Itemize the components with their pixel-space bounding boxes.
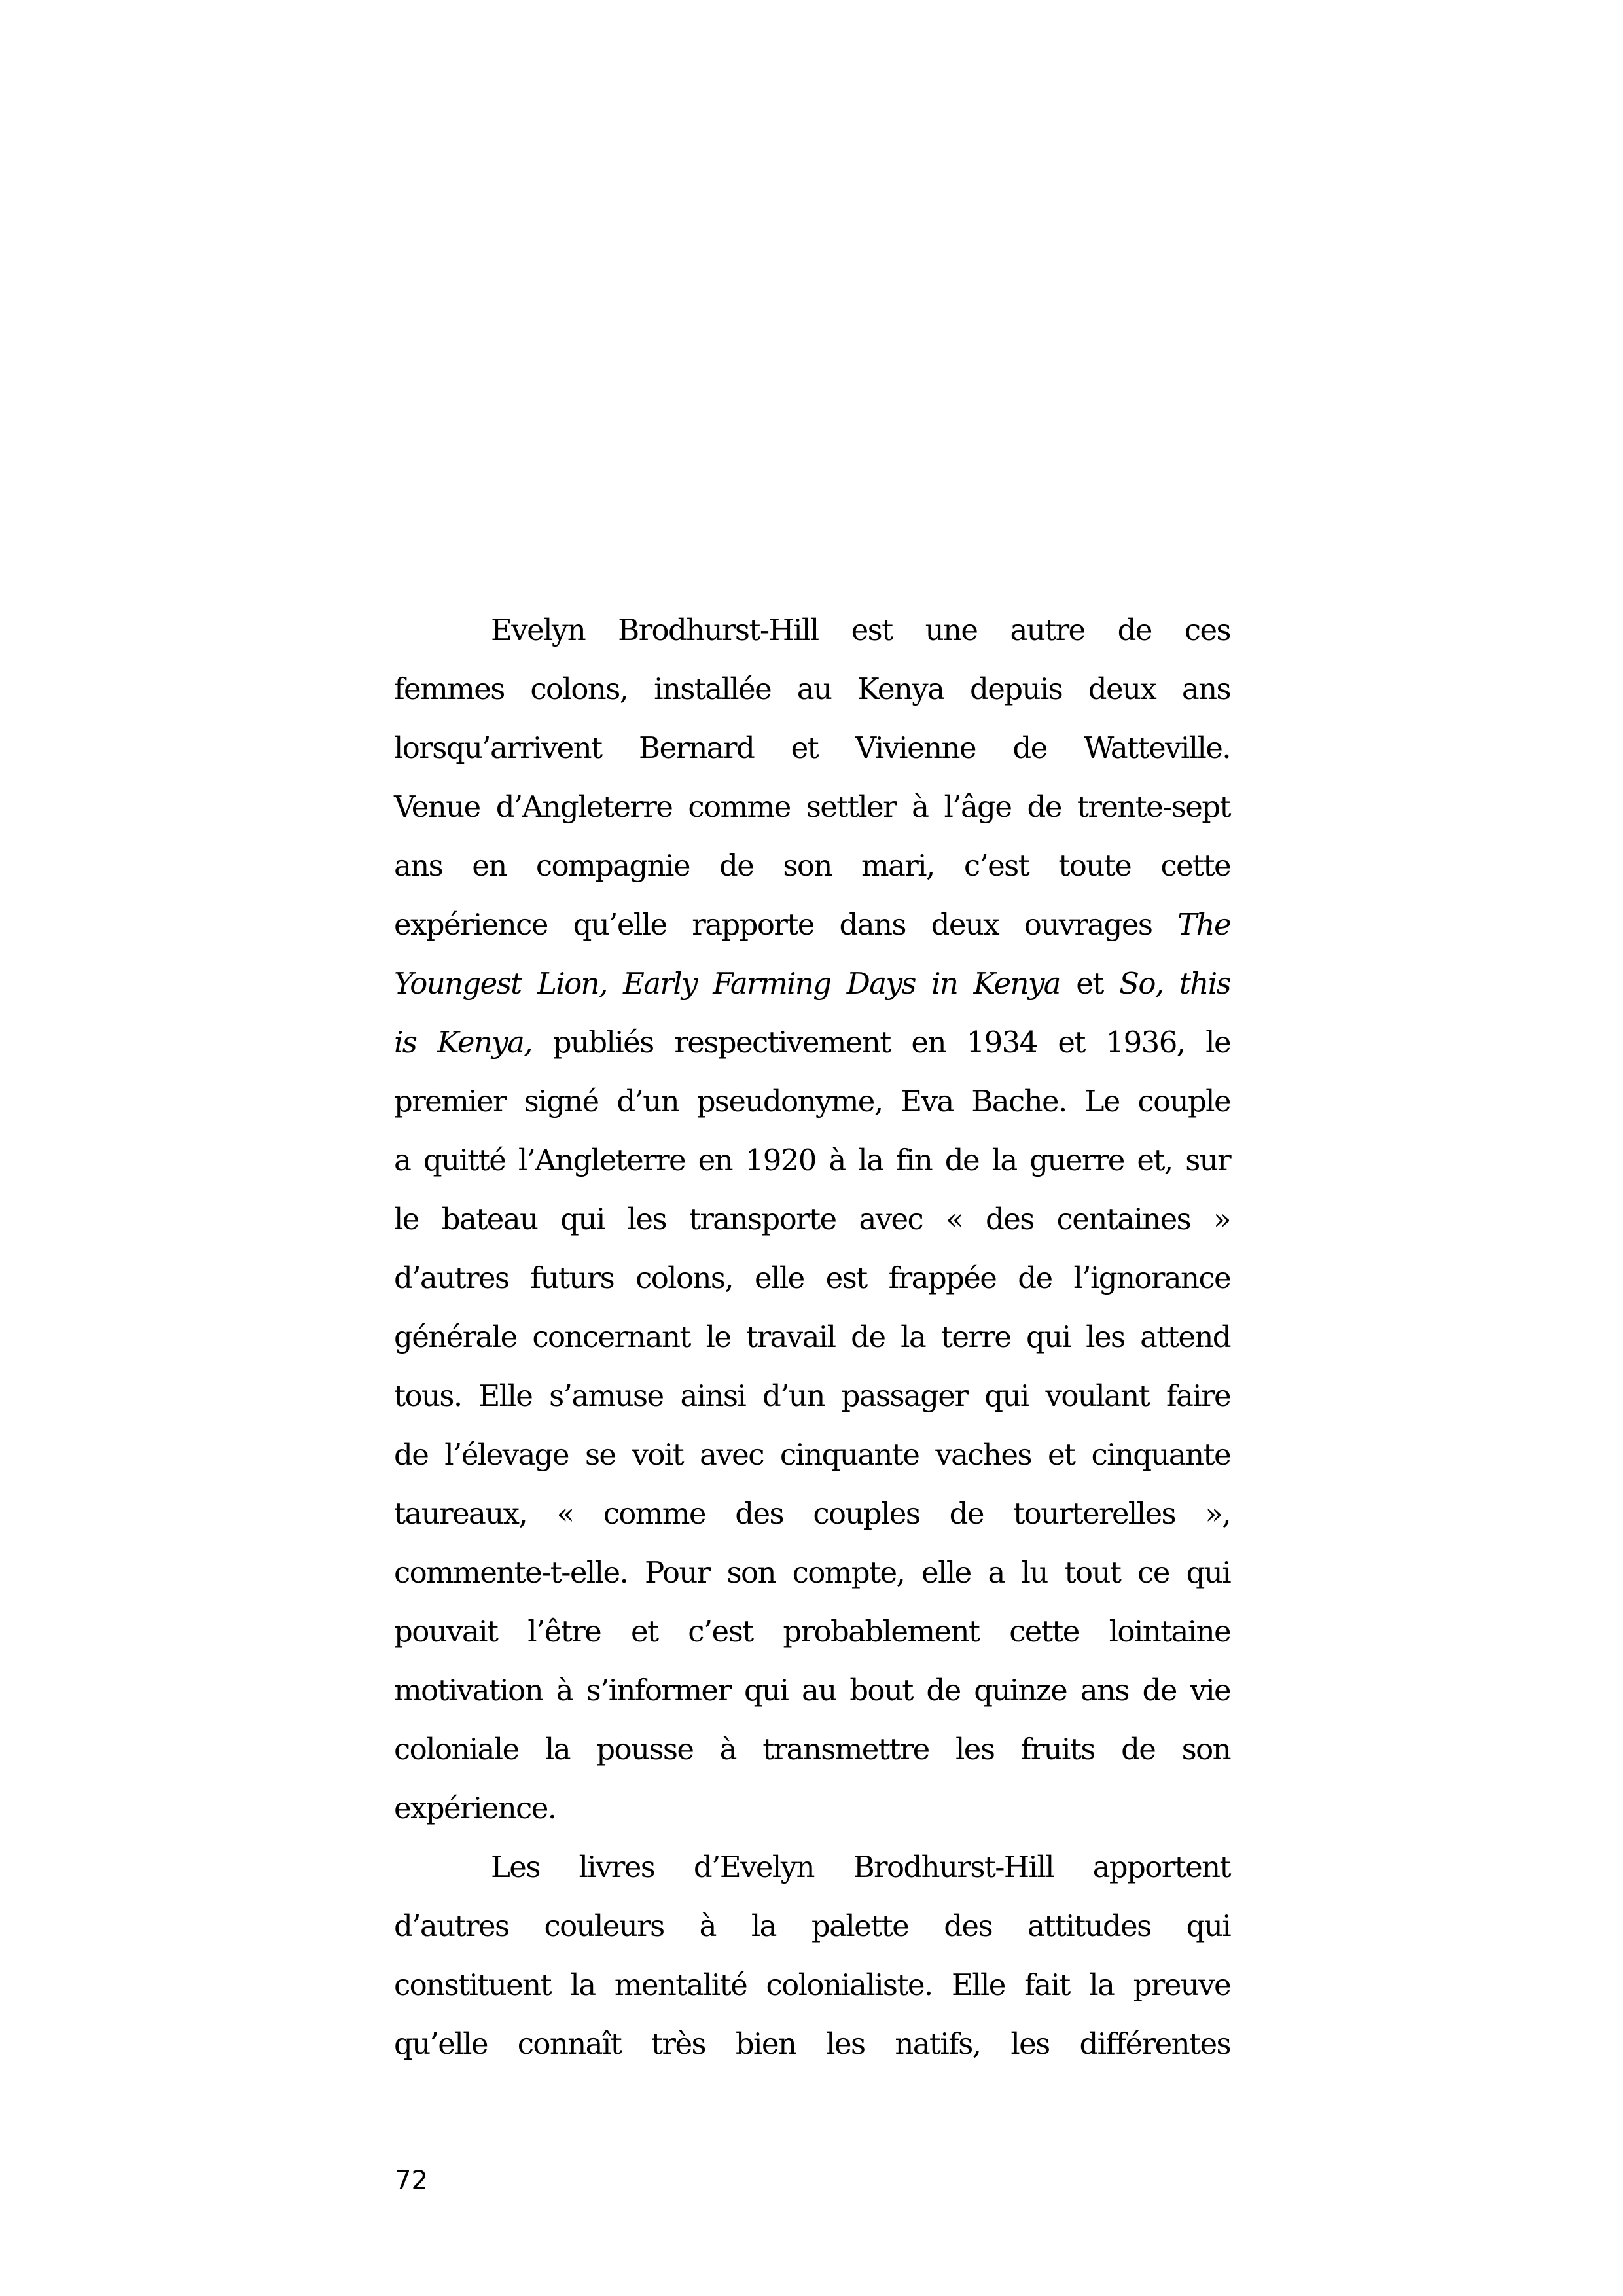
text-segment: a quitté l’Angleterre en 1920 à la fin de la guerre et, sur — [394, 1143, 1230, 1177]
text-segment: taureaux, « comme des couples de tourterelles », — [394, 1496, 1230, 1531]
text-segment: motivation à s’informer qui au bout de quinze ans de vie — [394, 1673, 1230, 1708]
text-line — [394, 1543, 1230, 1602]
text-segment: publiés respectivement en 1934 et 1936, le — [531, 1025, 1230, 1060]
text-line — [394, 1779, 1230, 1838]
text-segment: femmes colons, installée au Kenya depuis deux ans — [394, 672, 1230, 706]
text-segment: générale concernant le travail de la terre qui les attend — [394, 1319, 1230, 1354]
text-segment: qu’elle connaît très bien les natifs, les différentes — [394, 2026, 1230, 2061]
italic-title: is Kenya, — [394, 1025, 532, 1060]
text-line — [394, 1602, 1230, 1661]
text-segment: Venue d’Angleterre comme settler à l’âge de trente-sept — [394, 789, 1230, 824]
text-line — [394, 1249, 1230, 1308]
text-line — [394, 660, 1230, 719]
text-line — [394, 1661, 1230, 1720]
text-line — [394, 719, 1230, 778]
text-segment: le bateau qui les transporte avec « des centaines » — [394, 1202, 1230, 1236]
page-number: 72 — [395, 2166, 428, 2196]
text-segment: expérience. — [394, 1791, 556, 1825]
body-text — [394, 601, 1230, 2073]
text-line — [394, 1013, 1230, 1072]
text-segment: Evelyn Brodhurst-Hill est une autre de ces — [491, 613, 1230, 647]
text-line — [394, 1484, 1230, 1543]
text-line — [394, 895, 1230, 954]
text-line — [394, 1308, 1230, 1367]
text-line — [394, 1072, 1230, 1131]
text-segment: commente-t-elle. Pour son compte, elle a lu tout ce qui — [394, 1555, 1230, 1590]
italic-title: So, this — [1119, 966, 1230, 1001]
text-line — [394, 1367, 1230, 1426]
text-segment: tous. Elle s’amuse ainsi d’un passager qui voulant faire — [394, 1378, 1230, 1413]
text-line — [394, 954, 1230, 1013]
italic-title: The — [1177, 907, 1230, 942]
paragraph — [394, 1838, 1230, 2073]
text-segment: et — [1060, 966, 1120, 1001]
text-segment: d’autres couleurs à la palette des attitudes qui — [394, 1909, 1230, 1943]
text-segment: pouvait l’être et c’est probablement cette lointaine — [394, 1614, 1230, 1649]
text-segment: d’autres futurs colons, elle est frappée de l’ignorance — [394, 1261, 1230, 1295]
text-segment: coloniale la pousse à transmettre les fruits de son — [394, 1732, 1230, 1767]
text-segment: de l’élevage se voit avec cinquante vaches et cinquante — [394, 1437, 1230, 1472]
text-line — [394, 1838, 1230, 1897]
text-segment: expérience qu’elle rapporte dans deux ouvrages — [394, 907, 1178, 942]
text-line — [394, 1190, 1230, 1249]
text-line — [394, 778, 1230, 836]
text-segment: ans en compagnie de son mari, c’est toute cette — [394, 848, 1230, 883]
text-line — [394, 836, 1230, 895]
text-line — [394, 2015, 1230, 2073]
text-segment: Les livres d’Evelyn Brodhurst-Hill apportent — [491, 1850, 1230, 1884]
text-line — [394, 601, 1230, 660]
italic-title: Youngest Lion, Early Farming Days in Kenya — [394, 966, 1060, 1001]
text-segment: lorsqu’arrivent Bernard et Vivienne de Watteville. — [394, 730, 1230, 765]
text-line — [394, 1426, 1230, 1484]
text-line — [394, 1897, 1230, 1956]
text-segment: constituent la mentalité colonialiste. Elle fait la preuve — [394, 1967, 1230, 2002]
text-line — [394, 1131, 1230, 1190]
text-segment: premier signé d’un pseudonyme, Eva Bache. Le couple — [394, 1084, 1230, 1119]
text-line — [394, 1720, 1230, 1779]
paragraph — [394, 601, 1230, 1838]
text-line — [394, 1956, 1230, 2015]
